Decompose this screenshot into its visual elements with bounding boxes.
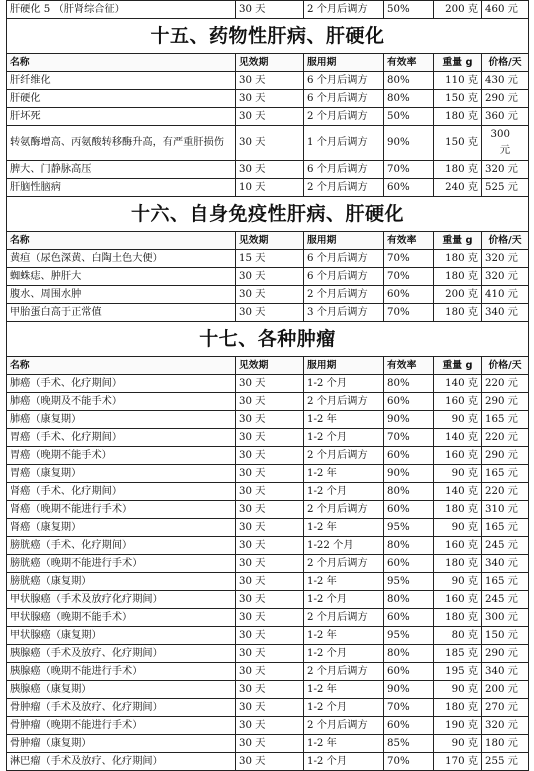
row-name: 膀胱癌（康复期） bbox=[7, 573, 236, 591]
column-header-price: 价格/天 bbox=[482, 54, 529, 72]
row-period: 1 个月后调方 bbox=[304, 126, 384, 161]
row-period: 1-2 年 bbox=[304, 411, 384, 429]
row-duration: 30 天 bbox=[236, 465, 304, 483]
row-efficacy: 60% bbox=[384, 447, 434, 465]
row-price: 180 元 bbox=[482, 735, 529, 753]
row-duration: 30 天 bbox=[236, 627, 304, 645]
row-duration: 30 天 bbox=[236, 735, 304, 753]
table-row bbox=[7, 465, 529, 483]
row-duration: 30 天 bbox=[236, 393, 304, 411]
row-efficacy: 70% bbox=[384, 268, 434, 286]
column-header-name: 名称 bbox=[7, 54, 236, 72]
table-row bbox=[7, 645, 529, 663]
table-row bbox=[7, 483, 529, 501]
row-efficacy: 80% bbox=[384, 375, 434, 393]
row-efficacy: 90% bbox=[384, 465, 434, 483]
row-name: 肝硬化 bbox=[7, 90, 236, 108]
column-header-duration: 见效期 bbox=[236, 232, 304, 250]
column-header-price: 价格/天 bbox=[482, 232, 529, 250]
row-weight: 140 克 bbox=[434, 483, 482, 501]
row-efficacy: 95% bbox=[384, 519, 434, 537]
row-efficacy: 60% bbox=[384, 393, 434, 411]
row-period: 2 个月后调方 bbox=[304, 609, 384, 627]
row-weight: 150 克 bbox=[434, 90, 482, 108]
row-efficacy: 95% bbox=[384, 627, 434, 645]
row-period: 2 个月后调方 bbox=[304, 1, 384, 19]
row-name: 黄疸（尿色深黄、白陶土色大便） bbox=[7, 250, 236, 268]
row-price: 320 元 bbox=[482, 717, 529, 735]
row-weight: 170 克 bbox=[434, 753, 482, 771]
row-price: 165 元 bbox=[482, 411, 529, 429]
row-period: 6 个月后调方 bbox=[304, 72, 384, 90]
row-name: 蜘蛛痣、肿肝大 bbox=[7, 268, 236, 286]
section-title: 十五、药物性肝病、肝硬化 bbox=[7, 19, 529, 54]
row-period: 2 个月后调方 bbox=[304, 663, 384, 681]
row-efficacy: 70% bbox=[384, 304, 434, 322]
row-efficacy: 85% bbox=[384, 735, 434, 753]
row-price: 165 元 bbox=[482, 519, 529, 537]
table-row bbox=[7, 699, 529, 717]
row-efficacy: 90% bbox=[384, 681, 434, 699]
row-duration: 30 天 bbox=[236, 681, 304, 699]
row-period: 1-2 年 bbox=[304, 573, 384, 591]
row-price: 320 元 bbox=[482, 250, 529, 268]
row-weight: 200 克 bbox=[434, 286, 482, 304]
table-row bbox=[7, 681, 529, 699]
row-efficacy: 70% bbox=[384, 161, 434, 179]
row-name: 肺癌（手术、化疗期间） bbox=[7, 375, 236, 393]
row-price: 360 元 bbox=[482, 108, 529, 126]
row-efficacy: 80% bbox=[384, 72, 434, 90]
row-price: 290 元 bbox=[482, 447, 529, 465]
table-row bbox=[7, 447, 529, 465]
section-title: 十六、自身免疫性肝病、肝硬化 bbox=[7, 197, 529, 232]
row-name: 甲状腺癌（康复期） bbox=[7, 627, 236, 645]
column-header-weight: 重量 g bbox=[434, 357, 482, 375]
row-duration: 30 天 bbox=[236, 429, 304, 447]
row-period: 1-22 个月 bbox=[304, 537, 384, 555]
row-weight: 180 克 bbox=[434, 268, 482, 286]
row-duration: 30 天 bbox=[236, 663, 304, 681]
row-name: 胃癌（康复期） bbox=[7, 465, 236, 483]
row-weight: 150 克 bbox=[434, 126, 482, 161]
row-name: 膀胱癌（手术、化疗期间） bbox=[7, 537, 236, 555]
row-period: 2 个月后调方 bbox=[304, 286, 384, 304]
table-row bbox=[7, 250, 529, 268]
row-name: 肝纤维化 bbox=[7, 72, 236, 90]
row-name: 淋巴瘤（手术及放疗、化疗期间） bbox=[7, 753, 236, 771]
row-weight: 180 克 bbox=[434, 108, 482, 126]
row-weight: 140 克 bbox=[434, 429, 482, 447]
row-period: 6 个月后调方 bbox=[304, 250, 384, 268]
row-price: 165 元 bbox=[482, 465, 529, 483]
row-period: 1-2 个月 bbox=[304, 483, 384, 501]
row-weight: 90 克 bbox=[434, 519, 482, 537]
row-duration: 30 天 bbox=[236, 555, 304, 573]
row-price: 310 元 bbox=[482, 501, 529, 519]
row-duration: 30 天 bbox=[236, 717, 304, 735]
column-header-period: 服用期 bbox=[304, 54, 384, 72]
column-header-efficacy: 有效率 bbox=[384, 54, 434, 72]
row-duration: 30 天 bbox=[236, 126, 304, 161]
row-weight: 90 克 bbox=[434, 411, 482, 429]
row-period: 1-2 个月 bbox=[304, 429, 384, 447]
column-header-weight: 重量 g bbox=[434, 232, 482, 250]
column-header-period: 服用期 bbox=[304, 232, 384, 250]
row-duration: 30 天 bbox=[236, 483, 304, 501]
row-price: 410 元 bbox=[482, 286, 529, 304]
row-efficacy: 50% bbox=[384, 1, 434, 19]
row-period: 1-2 个月 bbox=[304, 699, 384, 717]
table-row bbox=[7, 161, 529, 179]
table-row bbox=[7, 591, 529, 609]
row-period: 3 个月后调方 bbox=[304, 304, 384, 322]
table-row bbox=[7, 179, 529, 197]
row-name: 甲状腺癌（手术及放疗化疗期间） bbox=[7, 591, 236, 609]
row-weight: 160 克 bbox=[434, 537, 482, 555]
row-period: 2 个月后调方 bbox=[304, 555, 384, 573]
row-weight: 90 克 bbox=[434, 735, 482, 753]
row-name: 肝硬化 5 （肝肾综合征） bbox=[7, 1, 236, 19]
row-weight: 90 克 bbox=[434, 465, 482, 483]
row-duration: 30 天 bbox=[236, 609, 304, 627]
row-period: 6 个月后调方 bbox=[304, 161, 384, 179]
row-efficacy: 90% bbox=[384, 411, 434, 429]
row-weight: 180 克 bbox=[434, 250, 482, 268]
row-weight: 185 克 bbox=[434, 645, 482, 663]
column-header-efficacy: 有效率 bbox=[384, 357, 434, 375]
row-weight: 200 克 bbox=[434, 1, 482, 19]
row-price: 220 元 bbox=[482, 483, 529, 501]
row-name: 转氨酶增高、丙氨酸转移酶升高，有严重肝损伤 bbox=[7, 126, 236, 161]
row-name: 肾癌（康复期） bbox=[7, 519, 236, 537]
table-row bbox=[7, 72, 529, 90]
row-period: 1-2 个月 bbox=[304, 753, 384, 771]
column-header-row bbox=[7, 232, 529, 250]
row-price: 320 元 bbox=[482, 161, 529, 179]
row-duration: 30 天 bbox=[236, 645, 304, 663]
row-duration: 30 天 bbox=[236, 268, 304, 286]
table-row bbox=[7, 573, 529, 591]
row-efficacy: 80% bbox=[384, 645, 434, 663]
row-duration: 30 天 bbox=[236, 591, 304, 609]
column-header-name: 名称 bbox=[7, 232, 236, 250]
row-period: 6 个月后调方 bbox=[304, 268, 384, 286]
table-row bbox=[7, 735, 529, 753]
row-period: 2 个月后调方 bbox=[304, 447, 384, 465]
column-header-efficacy: 有效率 bbox=[384, 232, 434, 250]
column-header-row bbox=[7, 54, 529, 72]
table-row bbox=[7, 1, 529, 19]
table-row bbox=[7, 627, 529, 645]
row-duration: 30 天 bbox=[236, 90, 304, 108]
row-name: 腹水、周围水肿 bbox=[7, 286, 236, 304]
table-row bbox=[7, 753, 529, 771]
table-row bbox=[7, 501, 529, 519]
row-name: 骨肿瘤（手术及放疗、化疗期间） bbox=[7, 699, 236, 717]
column-header-duration: 见效期 bbox=[236, 54, 304, 72]
table-row bbox=[7, 411, 529, 429]
column-header-weight: 重量 g bbox=[434, 54, 482, 72]
row-duration: 15 天 bbox=[236, 250, 304, 268]
row-period: 1-2 个月 bbox=[304, 375, 384, 393]
row-efficacy: 80% bbox=[384, 90, 434, 108]
row-duration: 30 天 bbox=[236, 375, 304, 393]
row-duration: 30 天 bbox=[236, 537, 304, 555]
row-price: 430 元 bbox=[482, 72, 529, 90]
row-weight: 90 克 bbox=[434, 681, 482, 699]
row-name: 肺癌（晚期及不能手术） bbox=[7, 393, 236, 411]
row-duration: 30 天 bbox=[236, 519, 304, 537]
section-title: 十七、各种肿瘤 bbox=[7, 322, 529, 357]
row-price: 460 元 bbox=[482, 1, 529, 19]
pricing-table-body bbox=[7, 1, 529, 771]
row-efficacy: 80% bbox=[384, 483, 434, 501]
row-efficacy: 70% bbox=[384, 753, 434, 771]
row-duration: 30 天 bbox=[236, 411, 304, 429]
row-price: 525 元 bbox=[482, 179, 529, 197]
row-price: 290 元 bbox=[482, 393, 529, 411]
pricing-table bbox=[6, 0, 529, 771]
row-period: 1-2 年 bbox=[304, 627, 384, 645]
row-duration: 30 天 bbox=[236, 108, 304, 126]
row-price: 150 元 bbox=[482, 627, 529, 645]
row-weight: 160 克 bbox=[434, 393, 482, 411]
row-period: 2 个月后调方 bbox=[304, 717, 384, 735]
row-name: 甲状腺癌（晚期不能手术） bbox=[7, 609, 236, 627]
row-period: 1-2 年 bbox=[304, 519, 384, 537]
row-duration: 30 天 bbox=[236, 161, 304, 179]
row-price: 290 元 bbox=[482, 90, 529, 108]
row-name: 肝坏死 bbox=[7, 108, 236, 126]
row-price: 220 元 bbox=[482, 429, 529, 447]
row-name: 肾癌（手术、化疗期间） bbox=[7, 483, 236, 501]
row-weight: 180 克 bbox=[434, 555, 482, 573]
row-price: 245 元 bbox=[482, 537, 529, 555]
row-efficacy: 70% bbox=[384, 250, 434, 268]
row-name: 胰腺癌（康复期） bbox=[7, 681, 236, 699]
row-period: 1-2 年 bbox=[304, 735, 384, 753]
row-price: 320 元 bbox=[482, 268, 529, 286]
row-duration: 30 天 bbox=[236, 1, 304, 19]
row-efficacy: 80% bbox=[384, 537, 434, 555]
section-title-row bbox=[7, 322, 529, 357]
row-period: 1-2 个月 bbox=[304, 645, 384, 663]
row-period: 2 个月后调方 bbox=[304, 501, 384, 519]
row-name: 肺癌（康复期） bbox=[7, 411, 236, 429]
row-duration: 10 天 bbox=[236, 179, 304, 197]
row-efficacy: 70% bbox=[384, 699, 434, 717]
row-period: 1-2 个月 bbox=[304, 591, 384, 609]
table-row bbox=[7, 108, 529, 126]
row-name: 脾大、门静脉高压 bbox=[7, 161, 236, 179]
row-name: 骨肿瘤（康复期） bbox=[7, 735, 236, 753]
section-title-row bbox=[7, 197, 529, 232]
row-name: 胰腺癌（手术及放疗、化疗期间） bbox=[7, 645, 236, 663]
row-weight: 160 克 bbox=[434, 447, 482, 465]
row-price: 340 元 bbox=[482, 304, 529, 322]
table-row bbox=[7, 519, 529, 537]
row-weight: 90 克 bbox=[434, 573, 482, 591]
row-name: 胰腺癌（晚期不能进行手术） bbox=[7, 663, 236, 681]
row-name: 胃癌（手术、化疗期间） bbox=[7, 429, 236, 447]
table-row bbox=[7, 90, 529, 108]
table-row bbox=[7, 609, 529, 627]
table-row bbox=[7, 429, 529, 447]
row-price: 255 元 bbox=[482, 753, 529, 771]
row-weight: 140 克 bbox=[434, 375, 482, 393]
table-row bbox=[7, 555, 529, 573]
row-name: 骨肿瘤（晚期不能进行手术） bbox=[7, 717, 236, 735]
row-price: 270 元 bbox=[482, 699, 529, 717]
table-row bbox=[7, 375, 529, 393]
row-efficacy: 60% bbox=[384, 501, 434, 519]
row-duration: 30 天 bbox=[236, 573, 304, 591]
section-title-row bbox=[7, 19, 529, 54]
row-name: 膀胱癌（晚期不能进行手术） bbox=[7, 555, 236, 573]
row-name: 肝脑性脑病 bbox=[7, 179, 236, 197]
row-period: 2 个月后调方 bbox=[304, 108, 384, 126]
table-row bbox=[7, 393, 529, 411]
column-header-price: 价格/天 bbox=[482, 357, 529, 375]
column-header-duration: 见效期 bbox=[236, 357, 304, 375]
row-period: 1-2 年 bbox=[304, 465, 384, 483]
row-price: 300 元 bbox=[482, 126, 529, 161]
row-efficacy: 60% bbox=[384, 717, 434, 735]
row-price: 300 元 bbox=[482, 609, 529, 627]
row-price: 200 元 bbox=[482, 681, 529, 699]
row-name: 甲胎蛋白高于正常值 bbox=[7, 304, 236, 322]
row-weight: 180 克 bbox=[434, 304, 482, 322]
row-weight: 180 克 bbox=[434, 161, 482, 179]
table-row bbox=[7, 717, 529, 735]
row-efficacy: 60% bbox=[384, 179, 434, 197]
column-header-period: 服用期 bbox=[304, 357, 384, 375]
row-efficacy: 95% bbox=[384, 573, 434, 591]
column-header-row bbox=[7, 357, 529, 375]
row-efficacy: 80% bbox=[384, 591, 434, 609]
row-duration: 30 天 bbox=[236, 286, 304, 304]
row-weight: 110 克 bbox=[434, 72, 482, 90]
row-price: 245 元 bbox=[482, 591, 529, 609]
row-weight: 190 克 bbox=[434, 717, 482, 735]
row-weight: 180 克 bbox=[434, 501, 482, 519]
row-duration: 30 天 bbox=[236, 753, 304, 771]
row-name: 肾癌（晚期不能进行手术） bbox=[7, 501, 236, 519]
row-price: 340 元 bbox=[482, 663, 529, 681]
row-duration: 30 天 bbox=[236, 447, 304, 465]
table-row bbox=[7, 663, 529, 681]
row-weight: 80 克 bbox=[434, 627, 482, 645]
row-period: 2 个月后调方 bbox=[304, 179, 384, 197]
table-row bbox=[7, 304, 529, 322]
row-efficacy: 70% bbox=[384, 429, 434, 447]
row-weight: 160 克 bbox=[434, 591, 482, 609]
row-weight: 180 克 bbox=[434, 609, 482, 627]
row-weight: 240 克 bbox=[434, 179, 482, 197]
row-duration: 30 天 bbox=[236, 72, 304, 90]
row-price: 220 元 bbox=[482, 375, 529, 393]
row-duration: 30 天 bbox=[236, 304, 304, 322]
table-row bbox=[7, 126, 529, 161]
row-efficacy: 90% bbox=[384, 126, 434, 161]
row-efficacy: 60% bbox=[384, 555, 434, 573]
row-weight: 180 克 bbox=[434, 699, 482, 717]
row-name: 胃癌（晚期不能手术） bbox=[7, 447, 236, 465]
row-price: 290 元 bbox=[482, 645, 529, 663]
column-header-name: 名称 bbox=[7, 357, 236, 375]
row-weight: 195 克 bbox=[434, 663, 482, 681]
row-price: 340 元 bbox=[482, 555, 529, 573]
row-price: 165 元 bbox=[482, 573, 529, 591]
table-row bbox=[7, 286, 529, 304]
table-row bbox=[7, 268, 529, 286]
row-duration: 30 天 bbox=[236, 501, 304, 519]
table-row bbox=[7, 537, 529, 555]
row-period: 1-2 年 bbox=[304, 681, 384, 699]
row-period: 6 个月后调方 bbox=[304, 90, 384, 108]
row-efficacy: 60% bbox=[384, 609, 434, 627]
row-efficacy: 50% bbox=[384, 108, 434, 126]
row-period: 2 个月后调方 bbox=[304, 393, 384, 411]
row-efficacy: 60% bbox=[384, 663, 434, 681]
row-duration: 30 天 bbox=[236, 699, 304, 717]
row-efficacy: 60% bbox=[384, 286, 434, 304]
